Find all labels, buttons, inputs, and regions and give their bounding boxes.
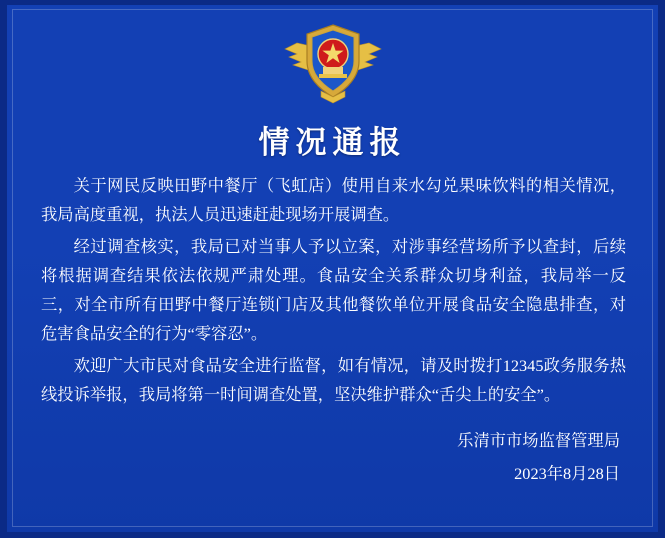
- paragraph-3: 欢迎广大市民对食品安全进行监督，如有情况，请及时拨打12345政务服务热线投诉举报，我局将第一时间调查处置，坚决维护群众“舌尖上的安全”。: [41, 356, 626, 404]
- page-title: 情况通报: [258, 125, 407, 161]
- issue-date: 2023年8月28日: [514, 464, 620, 483]
- paragraph-1: 关于网民反映田野中餐厅（飞虹店）使用自来水勾兑果味饮料的相关情况，我局高度重视，执法人员迅速赶赴现场开展调查。: [41, 176, 626, 224]
- emblem-container: [7, 21, 658, 105]
- notice-body: [41, 171, 626, 412]
- issuing-authority: 乐清市市场监督管理局: [457, 431, 620, 450]
- paragraph-2: 经过调查核实，我局已对当事人予以立案，对涉事经营场所予以查封，后续将根据调查结果依法依规严肃处理。食品安全关系群众切身利益，我局举一反三，对全市所有田野中餐厅连锁门店及其他餐饮单位开展食品安全隐患排查，对危害食品安全的行为“零容忍”。: [41, 237, 626, 343]
- china-police-emblem-icon: [281, 21, 385, 105]
- signature-block: [457, 424, 620, 490]
